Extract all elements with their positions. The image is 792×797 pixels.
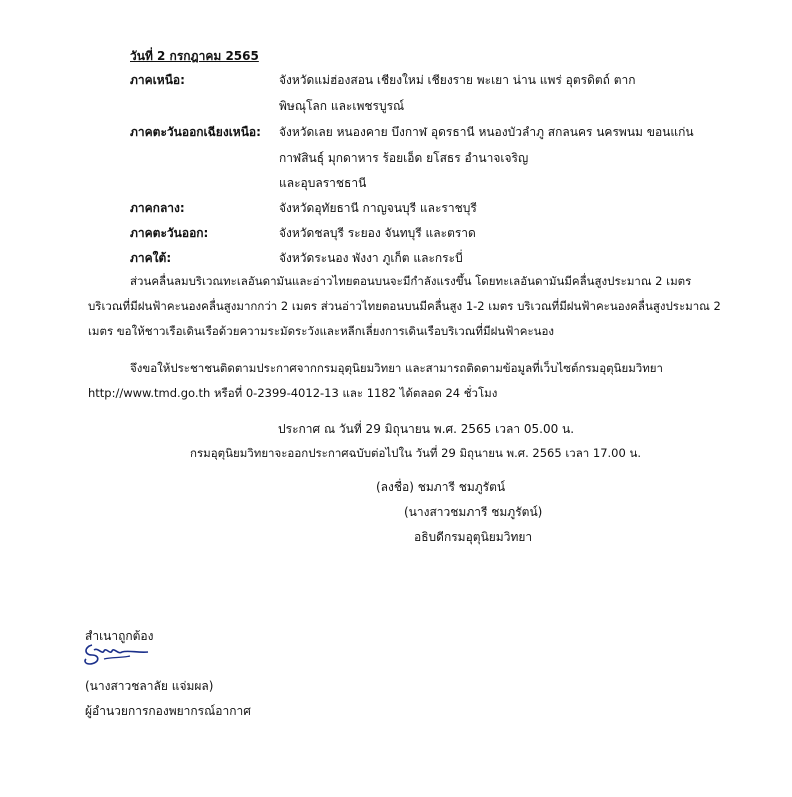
- announce-next: กรมอุตุนิยมวิทยาจะออกประกาศฉบับต่อไปใน วันที่ 29 มิถุนายน พ.ศ. 2565 เวลา 17.00 น.: [190, 446, 641, 460]
- director-position: อธิบดีกรมอุตุนิยมวิทยา: [414, 530, 533, 544]
- region-line: จังหวัดแม่ฮ่องสอน เชียงใหม่ เชียงราย พะเยา น่าน แพร่ อุตรดิตถ์ ตาก: [279, 73, 636, 87]
- certified-copy-heading: สำเนาถูกต้อง: [85, 629, 154, 643]
- signed-line: (ลงชื่อ) ชมภารี ชมภูรัตน์: [376, 480, 506, 494]
- region-line: จังหวัดชลบุรี ระยอง จันทบุรี และตราด: [279, 226, 476, 240]
- announce-issued: ประกาศ ณ วันที่ 29 มิถุนายน พ.ศ. 2565 เวลา 05.00 น.: [278, 422, 575, 436]
- certified-name: (นางสาวชลาลัย แจ่มผล): [85, 679, 214, 693]
- region-label-central: ภาคกลาง:: [130, 201, 185, 215]
- region-line: กาฬสินธุ์ มุกดาหาร ร้อยเอ็ด ยโสธร อำนาจเจริญ: [279, 151, 529, 165]
- wave-paragraph-line: ส่วนคลื่นลมบริเวณทะเลอันดามันและอ่าวไทยตอนบนจะมีกำลังแรงขึ้น โดยทะเลอันดามันมีคลื่นสูงประมาณ 2 เมตร: [130, 274, 692, 288]
- region-label-north: ภาคเหนือ:: [130, 73, 185, 87]
- region-label-south: ภาคใต้:: [130, 251, 172, 265]
- follow-paragraph-line: จึงขอให้ประชาชนติดตามประกาศจากกรมอุตุนิยมวิทยา และสามารถติดตามข้อมูลที่เว็บไซต์กรมอุตุนิยมวิทยา: [130, 361, 664, 375]
- region-line: พิษณุโลก และเพชรบูรณ์: [279, 99, 405, 113]
- region-label-east: ภาคตะวันออก:: [130, 226, 209, 240]
- date-heading: วันที่ 2 กรกฎาคม 2565: [130, 49, 259, 63]
- director-full-name: (นางสาวชมภารี ชมภูรัตน์): [404, 505, 543, 519]
- region-line: จังหวัดระนอง พังงา ภูเก็ต และกระบี่: [279, 251, 463, 265]
- handwritten-signature: [82, 641, 152, 667]
- follow-paragraph-line: http://www.tmd.go.th หรือที่ 0-2399-4012-13 และ 1182 ได้ตลอด 24 ชั่วโมง: [88, 386, 498, 400]
- region-line: จังหวัดอุทัยธานี กาญจนบุรี และราชบุรี: [279, 201, 477, 215]
- wave-paragraph-line: บริเวณที่มีฝนฟ้าคะนองคลื่นสูงมากกว่า 2 เมตร ส่วนอ่าวไทยตอนบนมีคลื่นสูง 1-2 เมตร บริเวณที่มีฝนฟ้าคะนองคลื่นสูงประมาณ 2: [88, 299, 721, 313]
- region-line: และอุบลราชธานี: [279, 176, 367, 190]
- wave-paragraph-line: เมตร ขอให้ชาวเรือเดินเรือด้วยความระมัดระวังและหลีกเลี่ยงการเดินเรือบริเวณที่มีฝนฟ้าคะนอง: [88, 324, 555, 338]
- certified-position: ผู้อำนวยการกองพยากรณ์อากาศ: [85, 704, 251, 718]
- region-label-northeast: ภาคตะวันออกเฉียงเหนือ:: [130, 125, 261, 139]
- region-line: จังหวัดเลย หนองคาย บึงกาฬ อุดรธานี หนองบัวลำภู สกลนคร นครพนม ขอนแก่น: [279, 125, 694, 139]
